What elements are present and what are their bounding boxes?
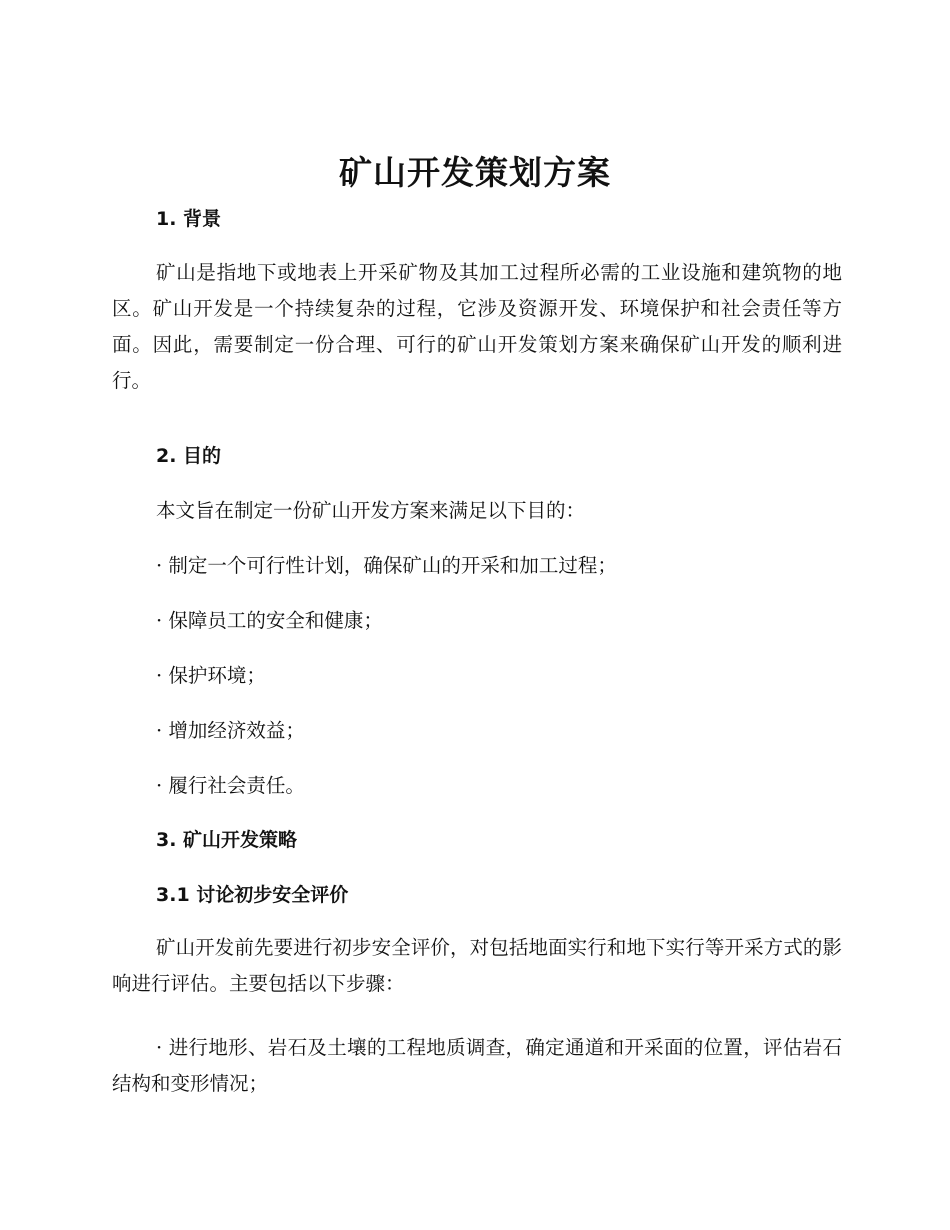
- subsection-heading-safety: 3.1 讨论初步安全评价: [156, 884, 349, 906]
- paragraph-background: 矿山是指地下或地表上开采矿物及其加工过程所必需的工业设施和建筑物的地区。矿山开发是一个持续复杂的过程，它涉及资源开发、环境保护和社会责任等方面。因此，需要制定一份合理、可行的矿山开发策划方案来确保矿山开发的顺利进行。: [112, 261, 842, 392]
- paragraph-safety: 矿山开发前先要进行初步安全评价，对包括地面实行和地下实行等开采方式的影响进行评估。主要包括以下步骤：: [112, 936, 842, 995]
- list-item: · 履行社会责任。: [156, 774, 305, 797]
- list-item: · 保障员工的安全和健康；: [156, 609, 383, 632]
- paragraph-purpose-intro: 本文旨在制定一份矿山开发方案来满足以下目的：: [156, 499, 586, 522]
- section-heading-background: 1. 背景: [156, 208, 222, 230]
- list-item: · 保护环境；: [156, 664, 266, 687]
- document-title: 矿山开发策划方案: [339, 153, 611, 192]
- list-item: · 增加经济效益；: [156, 719, 305, 742]
- section-heading-purpose: 2. 目的: [156, 445, 222, 467]
- list-item: · 进行地形、岩石及土壤的工程地质调查，确定通道和开采面的位置，评估岩石结构和变形情况；: [112, 1036, 842, 1095]
- list-item: · 制定一个可行性计划，确保矿山的开采和加工过程；: [156, 554, 617, 577]
- section-heading-strategy: 3. 矿山开发策略: [156, 829, 298, 851]
